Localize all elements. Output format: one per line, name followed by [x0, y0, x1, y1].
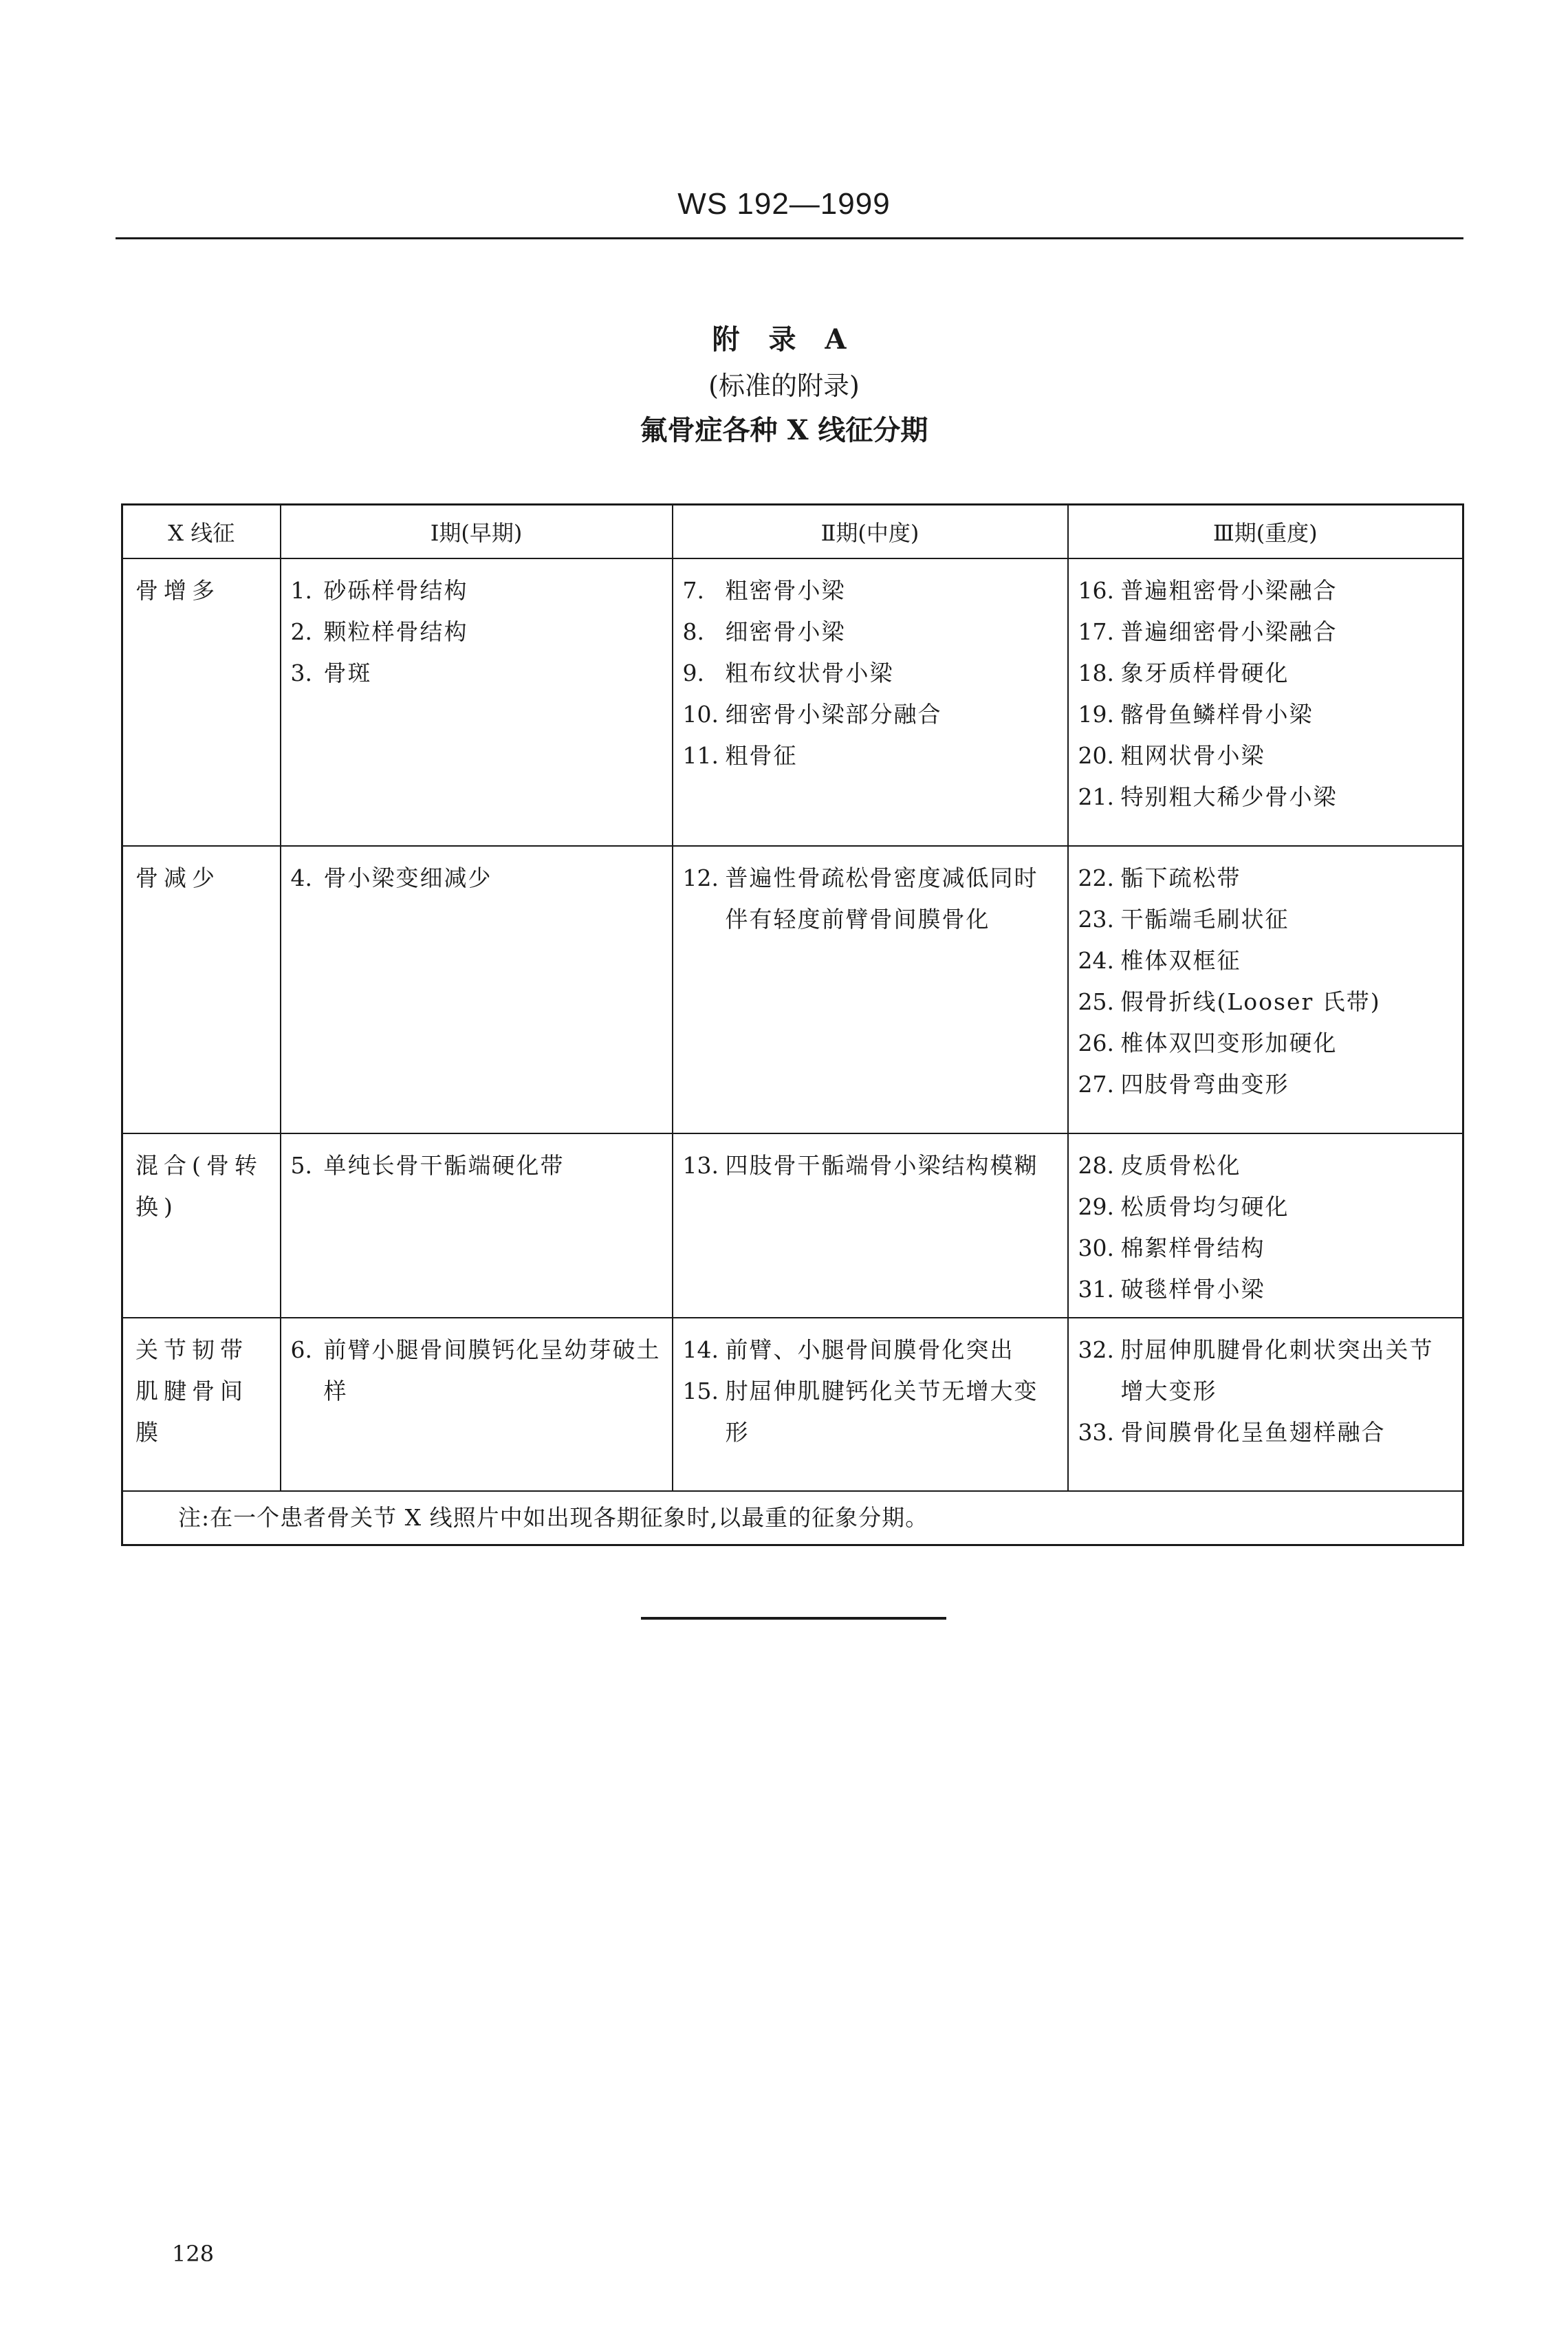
- item-text: 前臂、小腿骨间膜骨化突出: [725, 1336, 1014, 1363]
- item-number: 2.: [290, 618, 312, 645]
- header-stage-2: Ⅱ期(中度): [673, 505, 1068, 559]
- list-item: [1078, 858, 1453, 899]
- item-text: 细密骨小梁: [725, 618, 846, 645]
- list-item: [683, 570, 1058, 611]
- item-number: 4.: [290, 865, 312, 891]
- list-item: [291, 1145, 662, 1186]
- item-text: 干骺端毛刷状征: [1120, 906, 1289, 933]
- list-item: [1078, 570, 1453, 611]
- item-number: 30.: [1078, 1235, 1114, 1261]
- list-item: [291, 611, 662, 653]
- appendix-heading: 氟骨症各种 X 线征分期: [640, 414, 928, 446]
- x-ray-sign-cell: 骨增多: [122, 558, 281, 846]
- table-note: 注:在一个患者骨关节 X 线照片中如出现各期征象时,以最重的征象分期。: [122, 1491, 1463, 1545]
- header-stage-1: Ⅰ期(早期): [281, 505, 673, 559]
- standard-code: WS 192—1999: [677, 187, 891, 221]
- list-item: [1078, 735, 1453, 776]
- item-number: 24.: [1078, 947, 1114, 974]
- item-text: 松质骨均匀硬化: [1120, 1193, 1289, 1220]
- item-text: 前臂小腿骨间膜钙化呈幼芽破土样: [323, 1336, 661, 1404]
- item-text: 肘屈伸肌腱骨化刺状突出关节增大变形: [1120, 1336, 1434, 1404]
- item-text: 骨小梁变细减少: [323, 865, 492, 891]
- item-number: 32.: [1078, 1336, 1114, 1363]
- table-note-row: [122, 1491, 1463, 1545]
- item-text: 棉絮样骨结构: [1120, 1235, 1265, 1261]
- list-item: [1078, 981, 1453, 1023]
- item-number: 26.: [1078, 1030, 1114, 1056]
- item-text: 骺下疏松带: [1120, 865, 1241, 891]
- item-number: 33.: [1078, 1419, 1114, 1446]
- item-text: 四肢骨弯曲变形: [1120, 1071, 1289, 1098]
- item-number: 9.: [682, 660, 704, 686]
- stage-2-cell: [673, 558, 1068, 846]
- list-item: [1078, 1023, 1453, 1064]
- item-number: 17.: [1078, 618, 1114, 645]
- end-rule: [641, 1617, 946, 1620]
- item-number: 13.: [682, 1152, 719, 1179]
- item-number: 3.: [290, 660, 312, 686]
- item-text: 特别粗大稀少骨小梁: [1120, 783, 1338, 810]
- table-row: [122, 558, 1463, 846]
- item-number: 23.: [1078, 906, 1114, 933]
- list-item: [683, 1329, 1058, 1371]
- stage-2-cell: [673, 1133, 1068, 1318]
- list-item: [291, 858, 662, 899]
- item-number: 11.: [682, 742, 719, 769]
- list-item: [1078, 1269, 1453, 1310]
- item-text: 单纯长骨干骺端硬化带: [323, 1152, 565, 1179]
- table-body: [122, 558, 1463, 1491]
- item-text: 粗密骨小梁: [725, 577, 846, 604]
- list-item: [683, 694, 1058, 735]
- item-number: 16.: [1078, 577, 1114, 604]
- stage-2-cell: [673, 1318, 1068, 1491]
- item-number: 12.: [682, 865, 719, 891]
- stage-1-cell: [281, 558, 673, 846]
- stage-1-cell: [281, 846, 673, 1133]
- item-text: 普遍性骨疏松骨密度减低同时伴有轻度前臂骨间膜骨化: [725, 865, 1038, 933]
- x-ray-sign-cell: 混合(骨转换): [122, 1133, 281, 1318]
- item-text: 细密骨小梁部分融合: [725, 701, 942, 728]
- item-text: 骨斑: [323, 660, 372, 686]
- list-item: [1078, 899, 1453, 940]
- table-row: [122, 846, 1463, 1133]
- list-item: [683, 611, 1058, 653]
- list-item: [1078, 611, 1453, 653]
- item-text: 粗骨征: [725, 742, 798, 769]
- stage-2-cell: [673, 846, 1068, 1133]
- item-text: 粗布纹状骨小梁: [725, 660, 894, 686]
- item-text: 破毯样骨小梁: [1120, 1276, 1265, 1303]
- item-number: 1.: [290, 577, 312, 604]
- item-number: 18.: [1078, 660, 1114, 686]
- list-item: [291, 1329, 662, 1412]
- list-item: [1078, 1412, 1453, 1453]
- x-ray-sign-cell: 关节韧带肌腱骨间膜: [122, 1318, 281, 1491]
- list-item: [683, 735, 1058, 776]
- list-item: [1078, 694, 1453, 735]
- list-item: [1078, 1064, 1453, 1105]
- item-text: 假骨折线(Looser 氏带): [1120, 988, 1381, 1015]
- list-item: [1078, 776, 1453, 818]
- item-number: 14.: [682, 1336, 719, 1363]
- header-stage-3: Ⅲ期(重度): [1068, 505, 1463, 559]
- item-number: 20.: [1078, 742, 1114, 769]
- item-number: 28.: [1078, 1152, 1114, 1179]
- item-number: 7.: [682, 577, 704, 604]
- item-number: 21.: [1078, 783, 1114, 810]
- list-item: [291, 570, 662, 611]
- item-number: 31.: [1078, 1276, 1114, 1303]
- stage-1-cell: [281, 1133, 673, 1318]
- item-number: 22.: [1078, 865, 1114, 891]
- list-item: [683, 653, 1058, 694]
- list-item: [1078, 653, 1453, 694]
- item-number: 10.: [682, 701, 719, 728]
- item-text: 肘屈伸肌腱钙化关节无增大变形: [725, 1378, 1038, 1446]
- item-text: 象牙质样骨硬化: [1120, 660, 1289, 686]
- item-number: 29.: [1078, 1193, 1114, 1220]
- table-header-row: [122, 505, 1463, 559]
- item-text: 砂砾样骨结构: [323, 577, 468, 604]
- item-text: 普遍细密骨小梁融合: [1120, 618, 1338, 645]
- x-ray-sign-cell: 骨减少: [122, 846, 281, 1133]
- item-text: 椎体双框征: [1120, 947, 1241, 974]
- fluorosis-stage-table: [121, 503, 1464, 1546]
- item-number: 15.: [682, 1378, 719, 1404]
- item-text: 椎体双凹变形加硬化: [1120, 1030, 1338, 1056]
- item-number: 6.: [290, 1336, 312, 1363]
- item-text: 骨间膜骨化呈鱼翅样融合: [1120, 1419, 1386, 1446]
- list-item: [1078, 940, 1453, 981]
- list-item: [683, 858, 1058, 940]
- appendix-title: 附 录 A: [712, 323, 856, 356]
- header-x-ray-sign: X 线征: [122, 505, 281, 559]
- list-item: [291, 653, 662, 694]
- stage-3-cell: [1068, 846, 1463, 1133]
- table-row: [122, 1133, 1463, 1318]
- item-text: 皮质骨松化: [1120, 1152, 1241, 1179]
- list-item: [683, 1371, 1058, 1453]
- stage-3-cell: [1068, 1133, 1463, 1318]
- stage-1-cell: [281, 1318, 673, 1491]
- item-number: 5.: [290, 1152, 312, 1179]
- item-text: 髂骨鱼鳞样骨小梁: [1120, 701, 1314, 728]
- page-number: 128: [172, 2241, 215, 2267]
- item-number: 25.: [1078, 988, 1114, 1015]
- item-number: 8.: [682, 618, 704, 645]
- appendix-subtitle: (标准的附录): [708, 371, 860, 401]
- stage-3-cell: [1068, 1318, 1463, 1491]
- item-number: 19.: [1078, 701, 1114, 728]
- item-text: 粗网状骨小梁: [1120, 742, 1265, 769]
- list-item: [1078, 1145, 1453, 1186]
- stage-3-cell: [1068, 558, 1463, 846]
- list-item: [1078, 1186, 1453, 1228]
- list-item: [1078, 1329, 1453, 1412]
- list-item: [1078, 1228, 1453, 1269]
- header-rule: [116, 237, 1463, 239]
- list-item: [683, 1145, 1058, 1186]
- item-number: 27.: [1078, 1071, 1114, 1098]
- table-row: [122, 1318, 1463, 1491]
- item-text: 四肢骨干骺端骨小梁结构模糊: [725, 1152, 1038, 1179]
- item-text: 颗粒样骨结构: [323, 618, 468, 645]
- item-text: 普遍粗密骨小梁融合: [1120, 577, 1338, 604]
